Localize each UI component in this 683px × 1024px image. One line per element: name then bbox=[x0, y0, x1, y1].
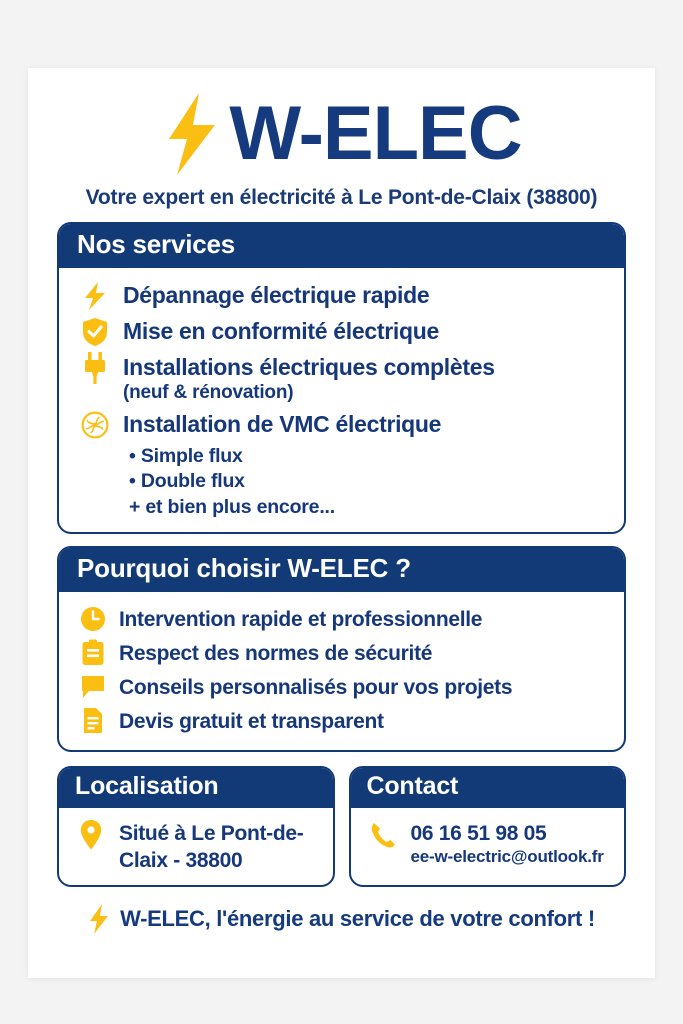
plug-icon bbox=[79, 352, 111, 384]
vmc-sublist-item: + et bien plus encore... bbox=[129, 495, 335, 518]
contact-body bbox=[351, 808, 625, 885]
clipboard-icon bbox=[79, 639, 107, 667]
why-item bbox=[73, 602, 610, 636]
shield-check-icon bbox=[79, 316, 111, 348]
location-line-2: Claix - 38800 bbox=[119, 849, 243, 873]
lightning-bolt-icon bbox=[88, 903, 110, 935]
vmc-sublist-item: • Double flux bbox=[129, 470, 245, 493]
contact-card bbox=[349, 766, 627, 888]
vmc-sublist bbox=[73, 444, 610, 520]
map-pin-icon bbox=[75, 819, 107, 851]
why-title: Pourquoi choisir W-ELEC ? bbox=[59, 548, 624, 592]
why-body bbox=[59, 592, 624, 750]
tagline: Votre expert en électricité à Le Pont-de-Claix (38800) bbox=[85, 186, 598, 209]
services-card bbox=[57, 222, 626, 534]
brand-title: W-ELEC bbox=[229, 91, 522, 176]
location-body bbox=[59, 808, 333, 885]
contact-title: Contact bbox=[351, 768, 625, 809]
location-title: Localisation bbox=[59, 768, 333, 809]
why-item-label: Devis gratuit et transparent bbox=[119, 709, 384, 733]
service-item bbox=[73, 278, 610, 314]
why-item-label: Respect des normes de sécurité bbox=[119, 641, 433, 665]
contact-email[interactable]: ee-w-electric@outlook.fr bbox=[410, 847, 604, 867]
contact-phone[interactable]: 06 16 51 98 05 bbox=[410, 822, 547, 846]
lightning-bolt-icon bbox=[79, 280, 111, 312]
lightning-bolt-icon bbox=[161, 91, 223, 177]
service-item-sublabel: (neuf & rénovation) bbox=[123, 382, 294, 404]
fan-icon bbox=[79, 409, 111, 441]
service-item bbox=[73, 407, 610, 443]
flyer-header bbox=[28, 68, 655, 210]
footer bbox=[28, 903, 655, 935]
footer-text: W-ELEC, l'énergie au service de votre confort ! bbox=[120, 906, 595, 932]
why-item bbox=[73, 670, 610, 704]
clock-icon bbox=[79, 605, 107, 633]
phone-icon bbox=[367, 819, 399, 851]
speech-bubble-icon bbox=[79, 673, 107, 701]
location-item bbox=[69, 817, 323, 875]
service-item-label: Mise en conformité électrique bbox=[123, 317, 439, 344]
service-item-label: Dépannage électrique rapide bbox=[123, 281, 430, 308]
why-item-label: Intervention rapide et professionnelle bbox=[119, 607, 483, 631]
contact-item bbox=[361, 817, 615, 869]
why-item bbox=[73, 704, 610, 738]
service-item bbox=[73, 314, 610, 350]
document-icon bbox=[79, 707, 107, 735]
service-item bbox=[73, 350, 610, 407]
flyer-card bbox=[28, 68, 655, 978]
why-item-label: Conseils personnalisés pour vos projets bbox=[119, 675, 513, 699]
why-card bbox=[57, 546, 626, 752]
vmc-sublist-item: • Simple flux bbox=[129, 444, 243, 467]
service-item-label: Installation de VMC électrique bbox=[123, 410, 442, 437]
services-body bbox=[59, 268, 624, 532]
service-item-label: Installations électriques complètes bbox=[123, 353, 495, 380]
location-card bbox=[57, 766, 335, 888]
location-line-1: Situé à Le Pont-de- bbox=[119, 822, 304, 846]
services-title: Nos services bbox=[59, 224, 624, 268]
logo-row bbox=[28, 86, 655, 182]
why-item bbox=[73, 636, 610, 670]
info-row bbox=[57, 766, 626, 888]
